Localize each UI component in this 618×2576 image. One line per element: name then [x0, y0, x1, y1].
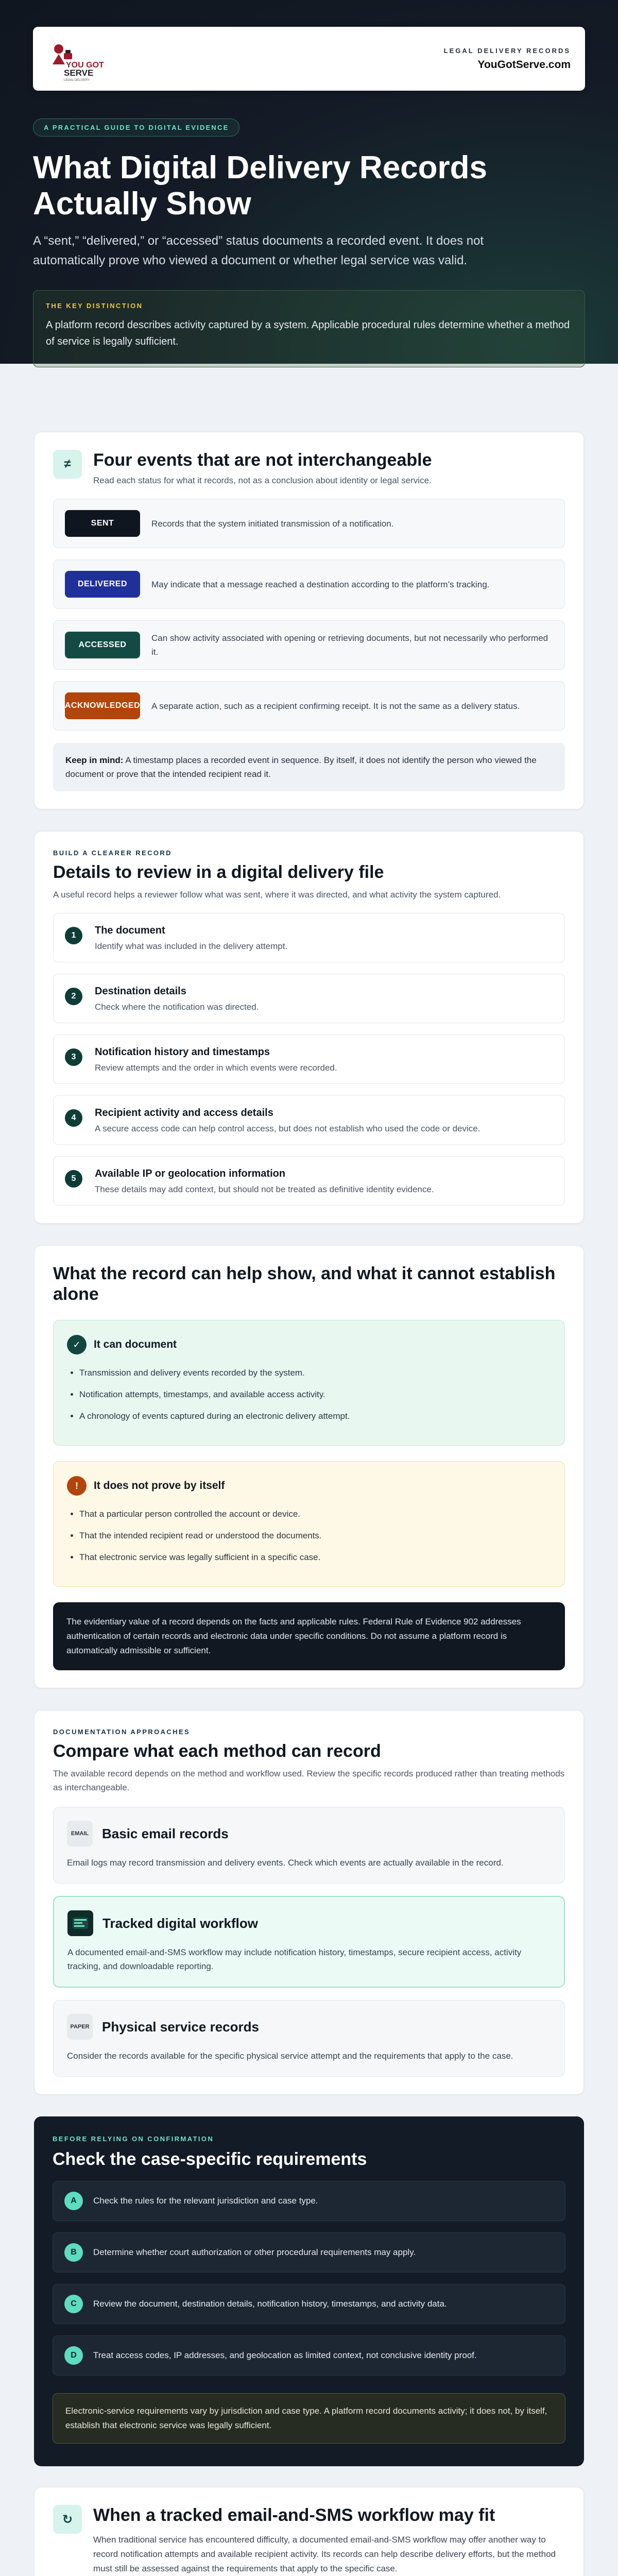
method-tracked: [53, 1896, 565, 1988]
can-document-panel: [53, 1320, 565, 1446]
checklist-item: [53, 2284, 565, 2324]
list-item: • That the intended recipient read or understood the documents.: [79, 1529, 551, 1543]
checklist-title: Check the case-specific requirements: [53, 2149, 367, 2169]
checklist-text: Treat access codes, IP addresses, and geolocation as limited context, not conclusive identity proof.: [93, 2350, 477, 2360]
checklist-note: Electronic-service requirements vary by jurisdiction and case type. A platform record documents activity; it does not, by itself, establish that electronic service was legally sufficient.: [53, 2393, 565, 2444]
checklist-letter: C: [64, 2295, 83, 2313]
hero-lead: A “sent,” “delivered,” or “accessed” status documents a recorded event. It does not automatically prove who viewed a document or whether legal service was valid.: [33, 234, 484, 267]
list-item: • That a particular person controlled the account or device.: [79, 1507, 551, 1521]
evidence-note: The evidentiary value of a record depends on the facts and applicable rules. Federal Rule of Evidence 902 addresses authentication of certain records and electronic data under specific conditions. Do not assume a platform record is automatically admissible or sufficient.: [53, 1602, 565, 1670]
list-item: [53, 974, 565, 1023]
final-title: When a tracked email-and-SMS workflow may fit: [93, 2505, 495, 2525]
logo-icon: [48, 36, 105, 82]
list-item: [53, 1156, 565, 1206]
step-number: 2: [65, 988, 82, 1005]
key-distinction-box: [33, 290, 585, 367]
logo[interactable]: [48, 36, 105, 82]
page-title: What Digital Delivery Records Actually Show: [33, 150, 488, 222]
step-number: 5: [65, 1170, 82, 1188]
refresh-icon: ↻: [53, 2505, 82, 2534]
list-item: • Transmission and delivery events recorded by the system.: [79, 1366, 551, 1380]
details-title: Details to review in a digital delivery file: [53, 862, 384, 882]
brand-kicker: LEGAL DELIVERY RECORDS: [443, 46, 571, 55]
checklist-item: [53, 2232, 565, 2273]
check-icon: ✓: [67, 1335, 87, 1354]
keep-in-mind-note: [53, 743, 565, 791]
main-content: [0, 364, 618, 2576]
can-title: It can document: [94, 1338, 177, 1350]
methods-title: Compare what each method can record: [53, 1741, 381, 1761]
step-number: 1: [65, 927, 82, 944]
not-equal-icon: ≠: [53, 450, 82, 479]
method-text: A documented email-and-SMS workflow may include notification history, timestamps, secure recipient access, activity tracking, and downloadable reporting.: [67, 1947, 522, 1971]
tracked-workflow-icon: [67, 1910, 93, 1936]
list-item: • That electronic service was legally sufficient in a specific case.: [79, 1550, 551, 1564]
checklist-letter: A: [64, 2192, 83, 2210]
checklist-item: [53, 2181, 565, 2221]
hero-pill: A PRACTICAL GUIDE TO DIGITAL EVIDENCE: [33, 118, 239, 137]
list-item: • Notification attempts, timestamps, and available access activity.: [79, 1387, 551, 1401]
status-row-sent: [53, 499, 565, 548]
events-title: Four events that are not interchangeable: [93, 450, 432, 470]
status-row-delivered: [53, 560, 565, 609]
cannot-prove-panel: [53, 1461, 565, 1587]
methods-subtitle: The available record depends on the method and workflow used. Review the specific records produced rather than treating methods as interchangeable.: [53, 1769, 565, 1792]
step-number: 3: [65, 1048, 82, 1066]
final-text: When traditional service has encountered difficulty, a documented email-and-SMS workflow may offer another way to record notification attempts and available recipient activity. Its records can help describe delivery efforts, but the method must still be assessed against the requirements that apply to the specific case.: [93, 2535, 556, 2573]
logo-line1: YOU GOT: [66, 61, 104, 70]
brand-bar: [33, 27, 585, 91]
method-email: [53, 1807, 565, 1884]
item-title: Destination details: [95, 986, 186, 997]
item-text: Review attempts and the order in which events were recorded.: [95, 1063, 337, 1073]
status-badge: ACKNOWLEDGED: [65, 692, 140, 719]
brand-site-link[interactable]: YouGotServe.com: [477, 58, 571, 71]
status-description: A separate action, such as a recipient confirming receipt. It is not the same as a delivery status.: [151, 701, 520, 711]
checklist-kicker: BEFORE RELYING ON CONFIRMATION: [53, 2135, 214, 2143]
methods-card: [34, 1710, 584, 2095]
method-title: Basic email records: [102, 1825, 229, 1841]
status-description: May indicate that a message reached a destination according to the platform’s tracking.: [151, 579, 490, 589]
method-text: Email logs may record transmission and delivery events. Check which events are actually available in the record.: [67, 1858, 504, 1868]
workflow-fit-card: [34, 2487, 584, 2576]
distinction-kicker: THE KEY DISTINCTION: [46, 302, 143, 310]
list-item: • A chronology of events captured during an electronic delivery attempt.: [79, 1409, 551, 1423]
keep-label: Keep in mind:: [65, 755, 124, 765]
limits-card: [34, 1245, 584, 1688]
logo-line2: SERVE: [64, 68, 94, 78]
logo-tagline: LEGAL DELIVERY: [64, 79, 90, 82]
checklist-text: Review the document, destination details, notification history, timestamps, and activity data.: [93, 2299, 447, 2309]
details-card: [34, 831, 584, 1224]
checklist-letter: B: [64, 2243, 83, 2262]
status-description: Can show activity associated with opening or retrieving documents, but not necessarily who performed it.: [151, 633, 548, 657]
hero-section: [0, 0, 618, 364]
checklist-text: Check the rules for the relevant jurisdiction and case type.: [93, 2196, 318, 2206]
checklist-letter: D: [64, 2346, 83, 2365]
events-card: [34, 432, 584, 809]
method-title: Tracked digital workflow: [102, 1915, 258, 1931]
step-number: 4: [65, 1109, 82, 1127]
checklist-card: [34, 2116, 584, 2466]
checklist-text: Determine whether court authorization or other procedural requirements may apply.: [93, 2247, 416, 2257]
item-text: Identify what was included in the delivery attempt.: [95, 941, 288, 951]
item-text: Check where the notification was directed.: [95, 1002, 259, 1012]
status-description: Records that the system initiated transmission of a notification.: [151, 518, 394, 529]
status-row-accessed: [53, 620, 565, 670]
item-title: Available IP or geolocation information: [95, 1168, 286, 1179]
details-kicker: BUILD A CLEARER RECORD: [53, 849, 172, 857]
list-item: [53, 1095, 565, 1145]
status-badge: SENT: [65, 510, 140, 537]
checklist-item: [53, 2335, 565, 2376]
details-subtitle: A useful record helps a reviewer follow what was sent, where it was directed, and what activity the system captured.: [53, 890, 501, 900]
warning-icon: !: [67, 1476, 87, 1496]
distinction-text: A platform record describes activity captured by a system. Applicable procedural rules determine whether a method of service is legally sufficient.: [46, 319, 570, 347]
status-row-acknowledged: [53, 681, 565, 731]
method-text: Consider the records available for the specific physical service attempt and the requirements that apply to the case.: [67, 2051, 513, 2061]
item-title: The document: [95, 925, 165, 936]
email-icon: EMAIL: [67, 1821, 93, 1846]
cannot-title: It does not prove by itself: [94, 1480, 225, 1492]
method-physical: [53, 2000, 565, 2077]
status-badge: ACCESSED: [65, 632, 140, 658]
item-title: Notification history and timestamps: [95, 1046, 270, 1058]
item-text: A secure access code can help control access, but does not establish who used the code or device.: [95, 1124, 480, 1133]
item-text: These details may add context, but should not be treated as definitive identity evidence.: [95, 1184, 434, 1194]
status-badge: DELIVERED: [65, 571, 140, 598]
limits-title: What the record can help show, and what it cannot establish alone: [53, 1264, 556, 1304]
item-title: Recipient activity and access details: [95, 1107, 273, 1118]
methods-kicker: DOCUMENTATION APPROACHES: [53, 1728, 191, 1736]
keep-text: A timestamp places a recorded event in sequence. By itself, it does not identify the person who viewed the document or prove that the intended recipient read it.: [65, 755, 537, 779]
method-title: Physical service records: [102, 2019, 259, 2035]
list-item: [53, 913, 565, 962]
list-item: [53, 1035, 565, 1084]
paper-icon: PAPER: [67, 2014, 93, 2040]
events-subtitle: Read each status for what it records, not as a conclusion about identity or legal service.: [93, 476, 432, 485]
